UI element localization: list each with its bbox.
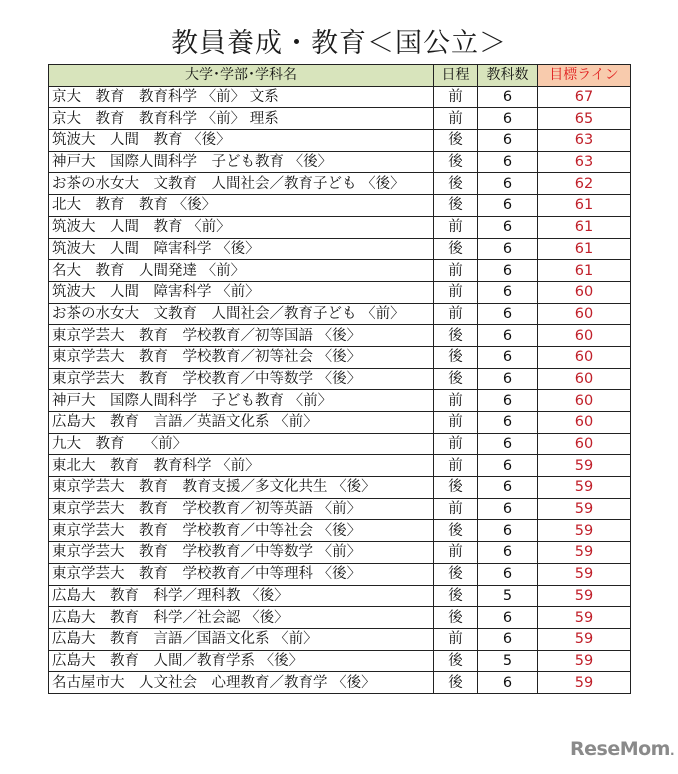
cell-target-line: 60: [538, 281, 631, 303]
cell-university-name: 筑波大 人間 教育 〈後〉: [49, 130, 434, 152]
cell-subject-count: 6: [478, 151, 538, 173]
cell-schedule: 前: [434, 390, 478, 412]
cell-schedule: 後: [434, 130, 478, 152]
cell-university-name: 筑波大 人間 障害科学 〈後〉: [49, 238, 434, 260]
cell-subject-count: 6: [478, 628, 538, 650]
cell-target-line: 60: [538, 346, 631, 368]
header-target-line: 目標ライン: [538, 65, 631, 87]
cell-university-name: 東京学芸大 教育 学校教育／初等社会 〈後〉: [49, 346, 434, 368]
cell-target-line: 61: [538, 260, 631, 282]
cell-schedule: 後: [434, 520, 478, 542]
cell-target-line: 61: [538, 195, 631, 217]
table-row: [49, 238, 631, 260]
cell-university-name: 東京学芸大 教育 学校教育／中等社会 〈後〉: [49, 520, 434, 542]
table-row: [49, 216, 631, 238]
cell-schedule: 後: [434, 563, 478, 585]
cell-subject-count: 6: [478, 108, 538, 130]
cell-target-line: 61: [538, 238, 631, 260]
cell-university-name: 九大 教育 〈前〉: [49, 433, 434, 455]
cell-subject-count: 6: [478, 195, 538, 217]
cell-university-name: 神戸大 国際人間科学 子ども教育 〈前〉: [49, 390, 434, 412]
cell-subject-count: 6: [478, 477, 538, 499]
cell-schedule: 後: [434, 325, 478, 347]
cell-schedule: 前: [434, 628, 478, 650]
cell-target-line: 63: [538, 151, 631, 173]
table-row: [49, 585, 631, 607]
table-row: [49, 412, 631, 434]
cell-target-line: 59: [538, 477, 631, 499]
cell-subject-count: 6: [478, 173, 538, 195]
cell-schedule: 後: [434, 650, 478, 672]
cell-schedule: 後: [434, 151, 478, 173]
cell-subject-count: 5: [478, 585, 538, 607]
cell-subject-count: 6: [478, 260, 538, 282]
cell-subject-count: 6: [478, 433, 538, 455]
cell-university-name: 東京学芸大 教育 学校教育／中等数学 〈前〉: [49, 542, 434, 564]
cell-university-name: 広島大 教育 言語／英語文化系 〈前〉: [49, 412, 434, 434]
cell-schedule: 前: [434, 412, 478, 434]
cell-subject-count: 6: [478, 281, 538, 303]
cell-university-name: 広島大 教育 科学／理科教 〈後〉: [49, 585, 434, 607]
logo-dot: .: [669, 744, 675, 758]
cell-target-line: 59: [538, 585, 631, 607]
table-row: [49, 108, 631, 130]
table-row: [49, 346, 631, 368]
cell-subject-count: 6: [478, 607, 538, 629]
cell-university-name: 筑波大 人間 障害科学 〈前〉: [49, 281, 434, 303]
cell-schedule: 後: [434, 346, 478, 368]
cell-subject-count: 6: [478, 542, 538, 564]
cell-target-line: 61: [538, 216, 631, 238]
table-row: [49, 455, 631, 477]
cell-schedule: 前: [434, 303, 478, 325]
cell-subject-count: 6: [478, 130, 538, 152]
cell-subject-count: 6: [478, 390, 538, 412]
cell-target-line: 59: [538, 520, 631, 542]
cell-target-line: 60: [538, 368, 631, 390]
cell-subject-count: 6: [478, 412, 538, 434]
cell-subject-count: 6: [478, 498, 538, 520]
cell-university-name: 京大 教育 教育科学 〈前〉 文系: [49, 86, 434, 108]
cell-schedule: 前: [434, 86, 478, 108]
cell-university-name: 東京学芸大 教育 学校教育／初等国語 〈後〉: [49, 325, 434, 347]
cell-university-name: 北大 教育 教育 〈後〉: [49, 195, 434, 217]
cell-university-name: 名古屋市大 人文社会 心理教育／教育学 〈後〉: [49, 672, 434, 694]
cell-schedule: 後: [434, 585, 478, 607]
table-row: [49, 130, 631, 152]
cell-university-name: 筑波大 人間 教育 〈前〉: [49, 216, 434, 238]
logo-text: ReseMom: [570, 738, 670, 760]
cell-schedule: 後: [434, 477, 478, 499]
cell-subject-count: 6: [478, 563, 538, 585]
cell-university-name: 東京学芸大 教育 学校教育／初等英語 〈前〉: [49, 498, 434, 520]
cell-university-name: 広島大 教育 科学／社会認 〈後〉: [49, 607, 434, 629]
cell-subject-count: 6: [478, 238, 538, 260]
cell-schedule: 前: [434, 260, 478, 282]
cell-university-name: 神戸大 国際人間科学 子ども教育 〈後〉: [49, 151, 434, 173]
cell-target-line: 65: [538, 108, 631, 130]
table-row: [49, 281, 631, 303]
table-row: [49, 628, 631, 650]
table-row: [49, 563, 631, 585]
cell-university-name: 広島大 教育 人間／教育学系 〈後〉: [49, 650, 434, 672]
header-subject-count: 教科数: [478, 65, 538, 87]
cell-schedule: 前: [434, 216, 478, 238]
cell-target-line: 60: [538, 325, 631, 347]
table-row: [49, 195, 631, 217]
ranking-table: [48, 64, 631, 694]
cell-target-line: 60: [538, 412, 631, 434]
cell-university-name: 東京学芸大 教育 学校教育／中等数学 〈後〉: [49, 368, 434, 390]
cell-university-name: 広島大 教育 言語／国語文化系 〈前〉: [49, 628, 434, 650]
table-row: [49, 542, 631, 564]
cell-university-name: 東北大 教育 教育科学 〈前〉: [49, 455, 434, 477]
table-row: [49, 520, 631, 542]
cell-target-line: 59: [538, 563, 631, 585]
cell-schedule: 後: [434, 607, 478, 629]
cell-target-line: 59: [538, 650, 631, 672]
table-body: [49, 86, 631, 693]
cell-university-name: お茶の水女大 文教育 人間社会／教育子ども 〈後〉: [49, 173, 434, 195]
cell-schedule: 前: [434, 281, 478, 303]
table-row: [49, 672, 631, 694]
page-title: 教員養成・教育＜国公立＞: [171, 28, 507, 59]
cell-target-line: 59: [538, 628, 631, 650]
cell-schedule: 前: [434, 498, 478, 520]
cell-schedule: 前: [434, 108, 478, 130]
cell-university-name: 東京学芸大 教育 教育支援／多文化共生 〈後〉: [49, 477, 434, 499]
table-row: [49, 477, 631, 499]
table-header-row: [49, 65, 631, 87]
table-row: [49, 173, 631, 195]
table-row: [49, 390, 631, 412]
table-row: [49, 260, 631, 282]
header-schedule: 日程: [434, 65, 478, 87]
cell-university-name: 東京学芸大 教育 学校教育／中等理科 〈後〉: [49, 563, 434, 585]
cell-schedule: 後: [434, 195, 478, 217]
resemom-logo: [570, 738, 674, 760]
cell-university-name: 京大 教育 教育科学 〈前〉 理系: [49, 108, 434, 130]
table-row: [49, 498, 631, 520]
cell-target-line: 60: [538, 303, 631, 325]
cell-subject-count: 6: [478, 303, 538, 325]
cell-target-line: 62: [538, 173, 631, 195]
cell-target-line: 60: [538, 390, 631, 412]
cell-target-line: 67: [538, 86, 631, 108]
cell-subject-count: 6: [478, 86, 538, 108]
cell-subject-count: 6: [478, 455, 538, 477]
cell-target-line: 59: [538, 607, 631, 629]
cell-schedule: 前: [434, 433, 478, 455]
header-university-name: 大学･学部･学科名: [49, 65, 434, 87]
cell-schedule: 前: [434, 455, 478, 477]
table-row: [49, 303, 631, 325]
cell-subject-count: 5: [478, 650, 538, 672]
table-row: [49, 151, 631, 173]
cell-schedule: 後: [434, 238, 478, 260]
table-row: [49, 607, 631, 629]
cell-schedule: 後: [434, 173, 478, 195]
cell-schedule: 前: [434, 542, 478, 564]
cell-schedule: 後: [434, 672, 478, 694]
cell-target-line: 60: [538, 433, 631, 455]
cell-target-line: 59: [538, 672, 631, 694]
cell-university-name: 名大 教育 人間発達 〈前〉: [49, 260, 434, 282]
table-row: [49, 650, 631, 672]
cell-subject-count: 6: [478, 520, 538, 542]
table-row: [49, 433, 631, 455]
table-row: [49, 325, 631, 347]
table-row: [49, 86, 631, 108]
cell-subject-count: 6: [478, 672, 538, 694]
cell-subject-count: 6: [478, 216, 538, 238]
cell-target-line: 59: [538, 542, 631, 564]
cell-subject-count: 6: [478, 325, 538, 347]
cell-target-line: 63: [538, 130, 631, 152]
cell-subject-count: 6: [478, 346, 538, 368]
cell-target-line: 59: [538, 455, 631, 477]
table-row: [49, 368, 631, 390]
cell-schedule: 後: [434, 368, 478, 390]
cell-subject-count: 6: [478, 368, 538, 390]
cell-university-name: お茶の水女大 文教育 人間社会／教育子ども 〈前〉: [49, 303, 434, 325]
cell-target-line: 59: [538, 498, 631, 520]
